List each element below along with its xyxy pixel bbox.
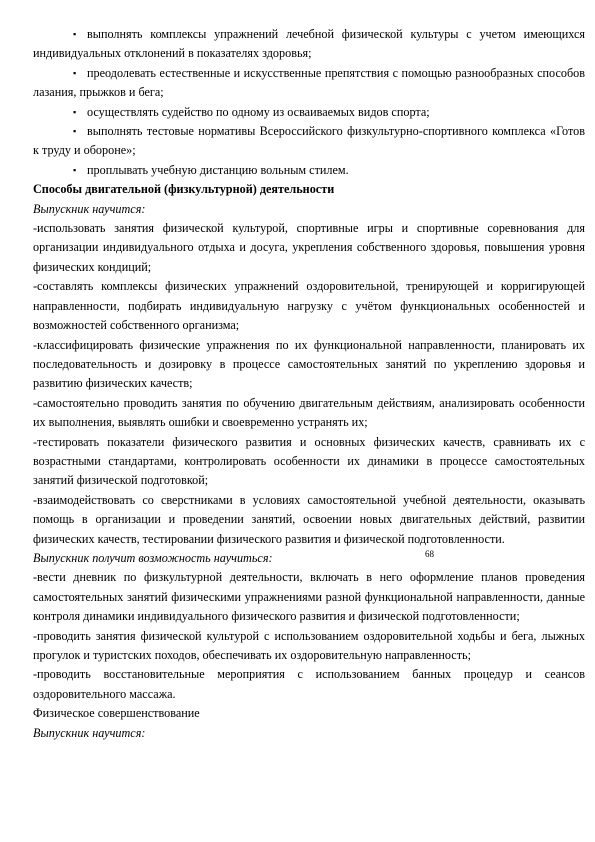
list-item: ▪ проплывать учебную дистанцию вольным стилем. [33,161,585,180]
list-item: ▪ выполнять тестовые нормативы Всероссийского физкультурно-спортивного комплекса «Готов к труду и обороне»; [33,124,585,158]
bullet-icon: ▪ [73,164,77,175]
subsection-label: Выпускник научится: [33,201,146,216]
bullet-icon: ▪ [73,106,77,117]
subsection-label: Выпускник получит возможность научиться: [33,550,273,565]
list-item: -использовать занятия физической культурой, спортивные игры и спортивные соревнования для организации индивидуального отдыха и досуга, укрепления собственного здоровья, повышения уровня физических кондиций; [33,221,585,274]
list-item: -вести дневник по физкультурной деятельности, включать в него оформление планов проведения самостоятельных занятий физическими упражнениями разной функциональной направленности, данные контроля динамики индивидуального физического развития и физической подготовленности; [33,570,585,624]
list-item: -классифицировать физические упражнения по их функциональной направленности, планировать их последовательность и дозировку в процессе самостоятельных занятий по укреплению здоровья и развитию физических качеств; [33,337,585,391]
page-number: 68 [425,549,434,559]
list-item: ▪ осуществлять судейство по одному из осваиваемых видов спорта; [33,103,585,122]
section-heading: Способы двигательной (физкультурной) деятельности [33,182,335,197]
list-item: ▪ выполнять комплексы упражнений лечебной физической культуры с учетом имеющихся индивидуальных отклонений в показателях здоровья; [33,27,585,61]
section-heading: Физическое совершенствование [33,706,200,721]
document-page [33,25,585,743]
list-item: ▪ преодолевать естественные и искусственные препятствия с помощью разнообразных способов лазания, прыжков и бега; [33,65,585,100]
bullet-icon: ▪ [73,29,77,39]
list-item: -самостоятельно проводить занятия по обучению двигательным действиям, анализировать особенности их выполнения, выявлять ошибки и своевременно устранять их; [33,395,585,430]
bullet-list [33,25,585,180]
list-item: -проводить восстановительные мероприятия с использованием банных процедур и сеансов оздоровительного массажа. [33,667,585,701]
list-item: -взаимодействовать со сверстниками в условиях самостоятельной учебной деятельности, оказывать помощь в организации и проведении занятий, освоении новых двигательных действий, развитии физических качеств, тестировании физического развития и физической подготовленности. [33,492,585,546]
bullet-icon: ▪ [73,67,77,78]
list-item: -проводить занятия физической культурой с использованием оздоровительной ходьбы и бега, лыжных прогулок и туристских походов, обеспечивать их оздоровительную направленность; [33,628,585,662]
subsection-label: Выпускник научится: [33,725,146,740]
list-item: -составлять комплексы физических упражнений оздоровительной, тренирующей и корригирующей направленности, подбирать индивидуальную нагрузку с учётом функциональных особенностей и возможностей собственного организма; [33,279,585,333]
list-item: -тестировать показатели физического развития и основных физических качеств, сравнивать их с возрастными стандартами, контролировать особенности их динамики в процессе самостоятельных занятий физической подготовкой; [33,434,585,488]
bullet-icon: ▪ [73,126,77,137]
